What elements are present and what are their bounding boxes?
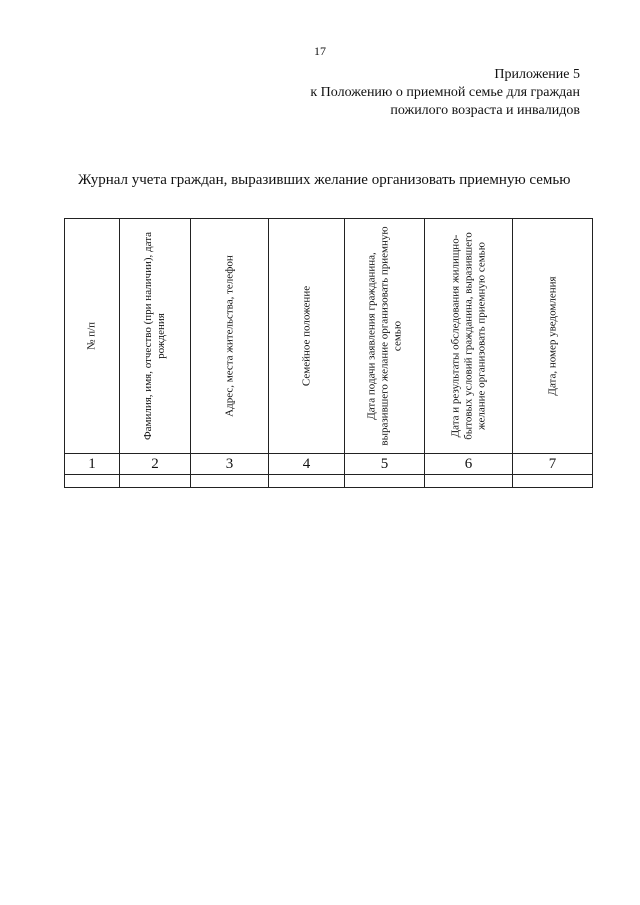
column-number: 1 <box>65 454 120 475</box>
empty-cell <box>65 475 120 488</box>
header-cell-family-status <box>269 219 345 454</box>
header-label: Фамилия, имя, отчество (при наличии), дата рождения <box>142 231 167 441</box>
empty-entry-row <box>65 475 593 488</box>
header-cell-notification <box>513 219 593 454</box>
journal-title: Журнал учета граждан, выразивших желание организовать приемную семью <box>78 172 571 188</box>
appendix-title: Приложение 5 <box>494 67 580 82</box>
header-cell-number <box>65 219 120 454</box>
empty-cell <box>345 475 425 488</box>
header-cell-inspection <box>425 219 513 454</box>
column-number: 4 <box>269 454 345 475</box>
column-number: 6 <box>425 454 513 475</box>
header-label: Дата, номер уведомления <box>546 276 558 396</box>
header-row <box>65 219 593 454</box>
header-label: № п/п <box>85 321 98 351</box>
header-cell-application-date <box>345 219 425 454</box>
header-label: Дата и результаты обследования жилищно-бытовых условий гражданина, выразившего желание организовать приемную семью <box>449 232 487 440</box>
header-label: Адрес, места жительства, телефон <box>223 255 235 417</box>
header-cell-address <box>191 219 269 454</box>
column-number: 2 <box>120 454 191 475</box>
empty-cell <box>269 475 345 488</box>
empty-cell <box>425 475 513 488</box>
appendix-heading <box>310 66 580 120</box>
header-label: Дата подачи заявления гражданина, выразившего желание организовать приемную семью <box>365 226 403 446</box>
header-label: Семейное положение <box>300 285 312 387</box>
appendix-reference-line-1: к Положению о приемной семье для граждан <box>310 85 580 100</box>
column-number: 5 <box>345 454 425 475</box>
page-number: 17 <box>314 44 326 58</box>
appendix-reference-line-2: пожилого возраста и инвалидов <box>390 103 580 118</box>
empty-cell <box>120 475 191 488</box>
journal-table <box>64 218 593 488</box>
empty-cell <box>513 475 593 488</box>
header-cell-full-name <box>120 219 191 454</box>
column-number: 3 <box>191 454 269 475</box>
column-number-row <box>65 454 593 475</box>
column-number: 7 <box>513 454 593 475</box>
empty-cell <box>191 475 269 488</box>
